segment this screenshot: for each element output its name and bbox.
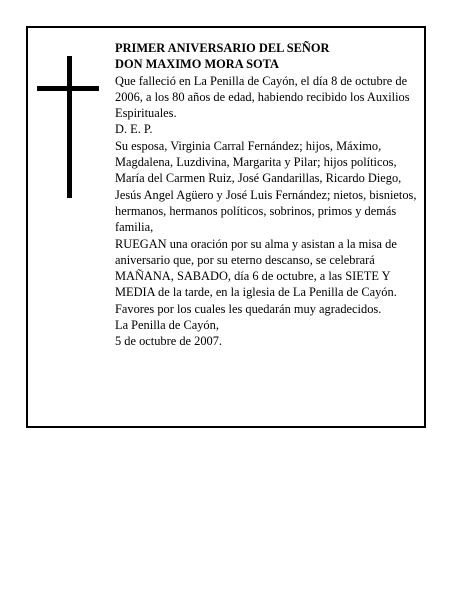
cross-horizontal-bar [37, 86, 99, 91]
notice-date: 5 de octubre de 2007. [115, 334, 223, 349]
notice-title-line-1: PRIMER ANIVERSARIO DEL SEÑOR [115, 41, 330, 55]
mass-request: RUEGAN una oración por su alma y asistan a la misa de aniversario que, por su eterno descanso, se celebrará MAÑANA, SABADO, día 6 de octubre, a las SIETE Y MEDIA de la tarde, en la iglesia de La Penilla de Cayón. Favores por los cuales les quedarán muy agradecidos. [115, 236, 397, 316]
dep-abbreviation: D. E. P. [115, 122, 153, 137]
obituary-notice [26, 26, 426, 428]
notice-title-line-2: DON MAXIMO MORA SOTA [115, 57, 279, 72]
family-list: Su esposa, Virginia Carral Fernández; hijos, Máximo, Magdalena, Luzdivina, Margarita y Pilar; hijos políticos, María del Carmen Ruiz, José Gandarillas, Ricardo Diego, Jesús Angel Agüero y José Luis Fernández; nietos, bisnietos, hermanos, hermanos políticos, sobrinos, primos y demás familia, [115, 138, 417, 235]
notice-text [115, 40, 421, 350]
cross-vertical-bar [67, 56, 72, 198]
notice-place: La Penilla de Cayón, [115, 318, 219, 333]
death-info: Que falleció en La Penilla de Cayón, el día 8 de octubre de 2006, a los 80 años de edad, habiendo recibido los Auxilios Espirituales. [115, 73, 410, 121]
